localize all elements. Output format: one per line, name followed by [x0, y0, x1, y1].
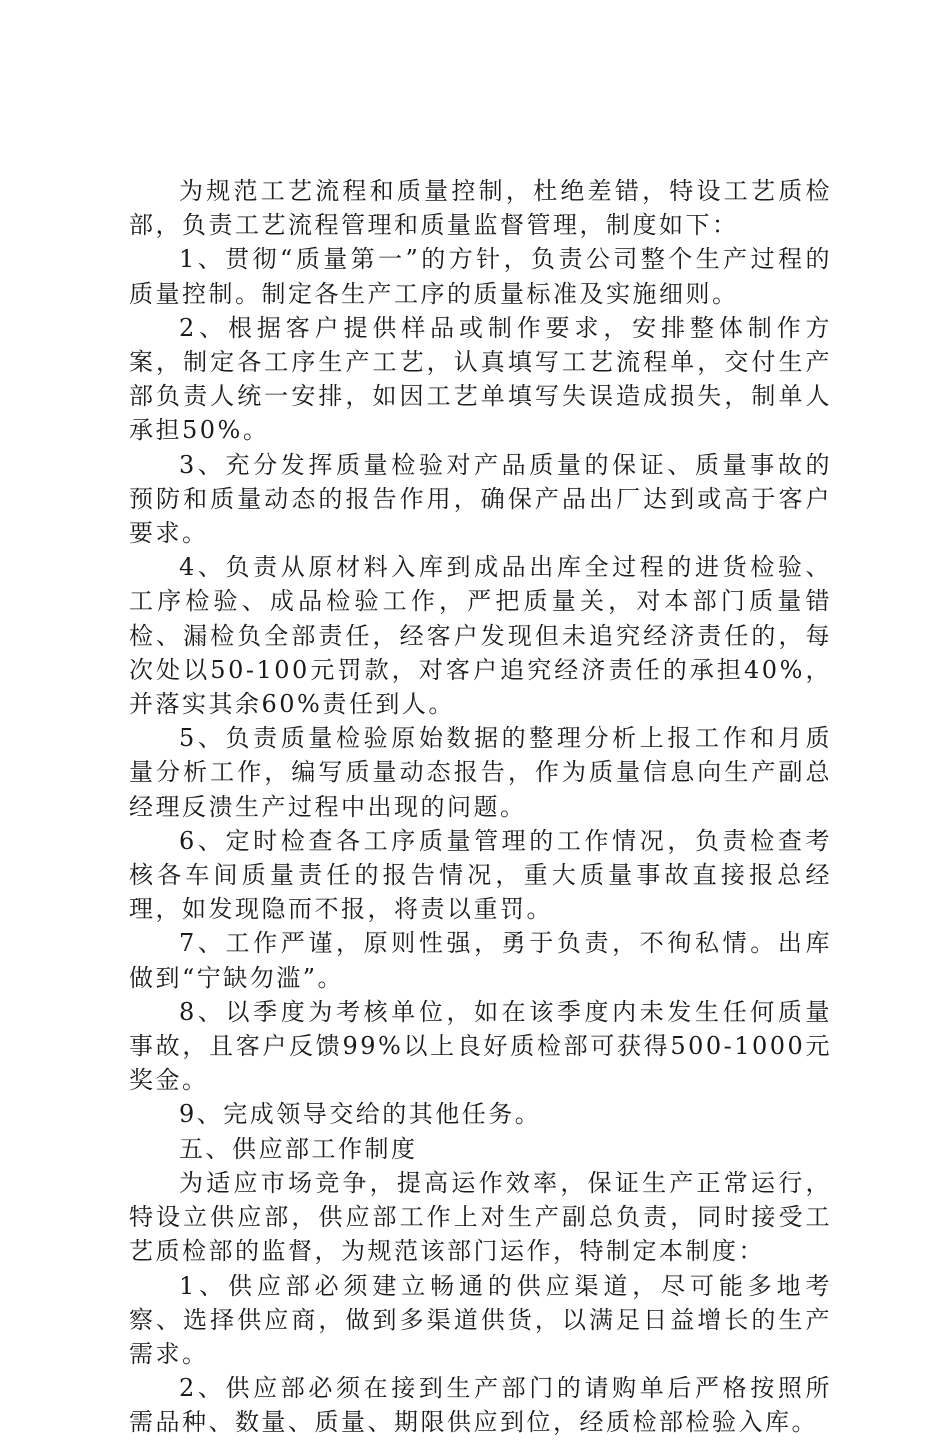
- rule-item-6: 6、定时检查各工序质量管理的工作情况，负责检查考核各车间质量责任的报告情况，重大质量事故直接报总经理，如发现隐而不报，将责以重罚。: [129, 826, 832, 924]
- document-body: [129, 174, 832, 1440]
- section-intro-paragraph: 为适应市场竞争，提高运作效率，保证生产正常运行，特设立供应部，供应部工作上对生产副总负责，同时接受工艺质检部的监督，为规范该部门运作，特制定本制度：: [129, 1168, 832, 1266]
- supply-rule-item-1: 1、供应部必须建立畅通的供应渠道，尽可能多地考察、选择供应商，做到多渠道供货，以满足日益增长的生产需求。: [129, 1271, 832, 1368]
- rule-item-8: 8、以季度为考核单位，如在该季度内未发生任何质量事故，且客户反馈99%以上良好质检部可获得500-1000元奖金。: [129, 997, 832, 1095]
- section-heading: 五、供应部工作制度: [179, 1134, 418, 1163]
- intro-paragraph: 为规范工艺流程和质量控制，杜绝差错，特设工艺质检部，负责工艺流程管理和质量监督管理，制度如下：: [129, 177, 832, 240]
- rule-item-3: 3、充分发挥质量检验对产品质量的保证、质量事故的预防和质量动态的报告作用，确保产品出厂达到或高于客户要求。: [129, 450, 832, 548]
- rule-item-1: 1、贯彻“质量第一”的方针，负责公司整个生产过程的质量控制。制定各生产工序的质量标准及实施细则。: [129, 245, 832, 308]
- rule-item-4: 4、负责从原材料入库到成品出库全过程的进货检验、工序检验、成品检验工作，严把质量关，对本部门质量错检、漏检负全部责任，经客户发现但未追究经济责任的，每次处以50-100元罚款，对客户追究经济责任的承担40%，并落实其余60%责任到人。: [129, 553, 832, 719]
- rule-item-2: 2、根据客户提供样品或制作要求，安排整体制作方案，制定各工序生产工艺，认真填写工艺流程单，交付生产部负责人统一安排，如因工艺单填写失误造成损失，制单人承担50%。: [129, 313, 832, 445]
- rule-item-5: 5、负责质量检验原始数据的整理分析上报工作和月质量分析工作，编写质量动态报告，作为质量信息向生产副总经理反溃生产过程中出现的问题。: [129, 724, 832, 821]
- rule-item-7: 7、工作严谨，原则性强，勇于负责，不徇私情。出库做到“宁缺勿滥”。: [129, 929, 832, 992]
- rule-item-9: 9、完成领导交给的其他任务。: [179, 1100, 542, 1129]
- supply-rule-item-2: 2、供应部必须在接到生产部门的请购单后严格按照所需品种、数量、质量、期限供应到位，经质检部检验入库。: [129, 1374, 832, 1437]
